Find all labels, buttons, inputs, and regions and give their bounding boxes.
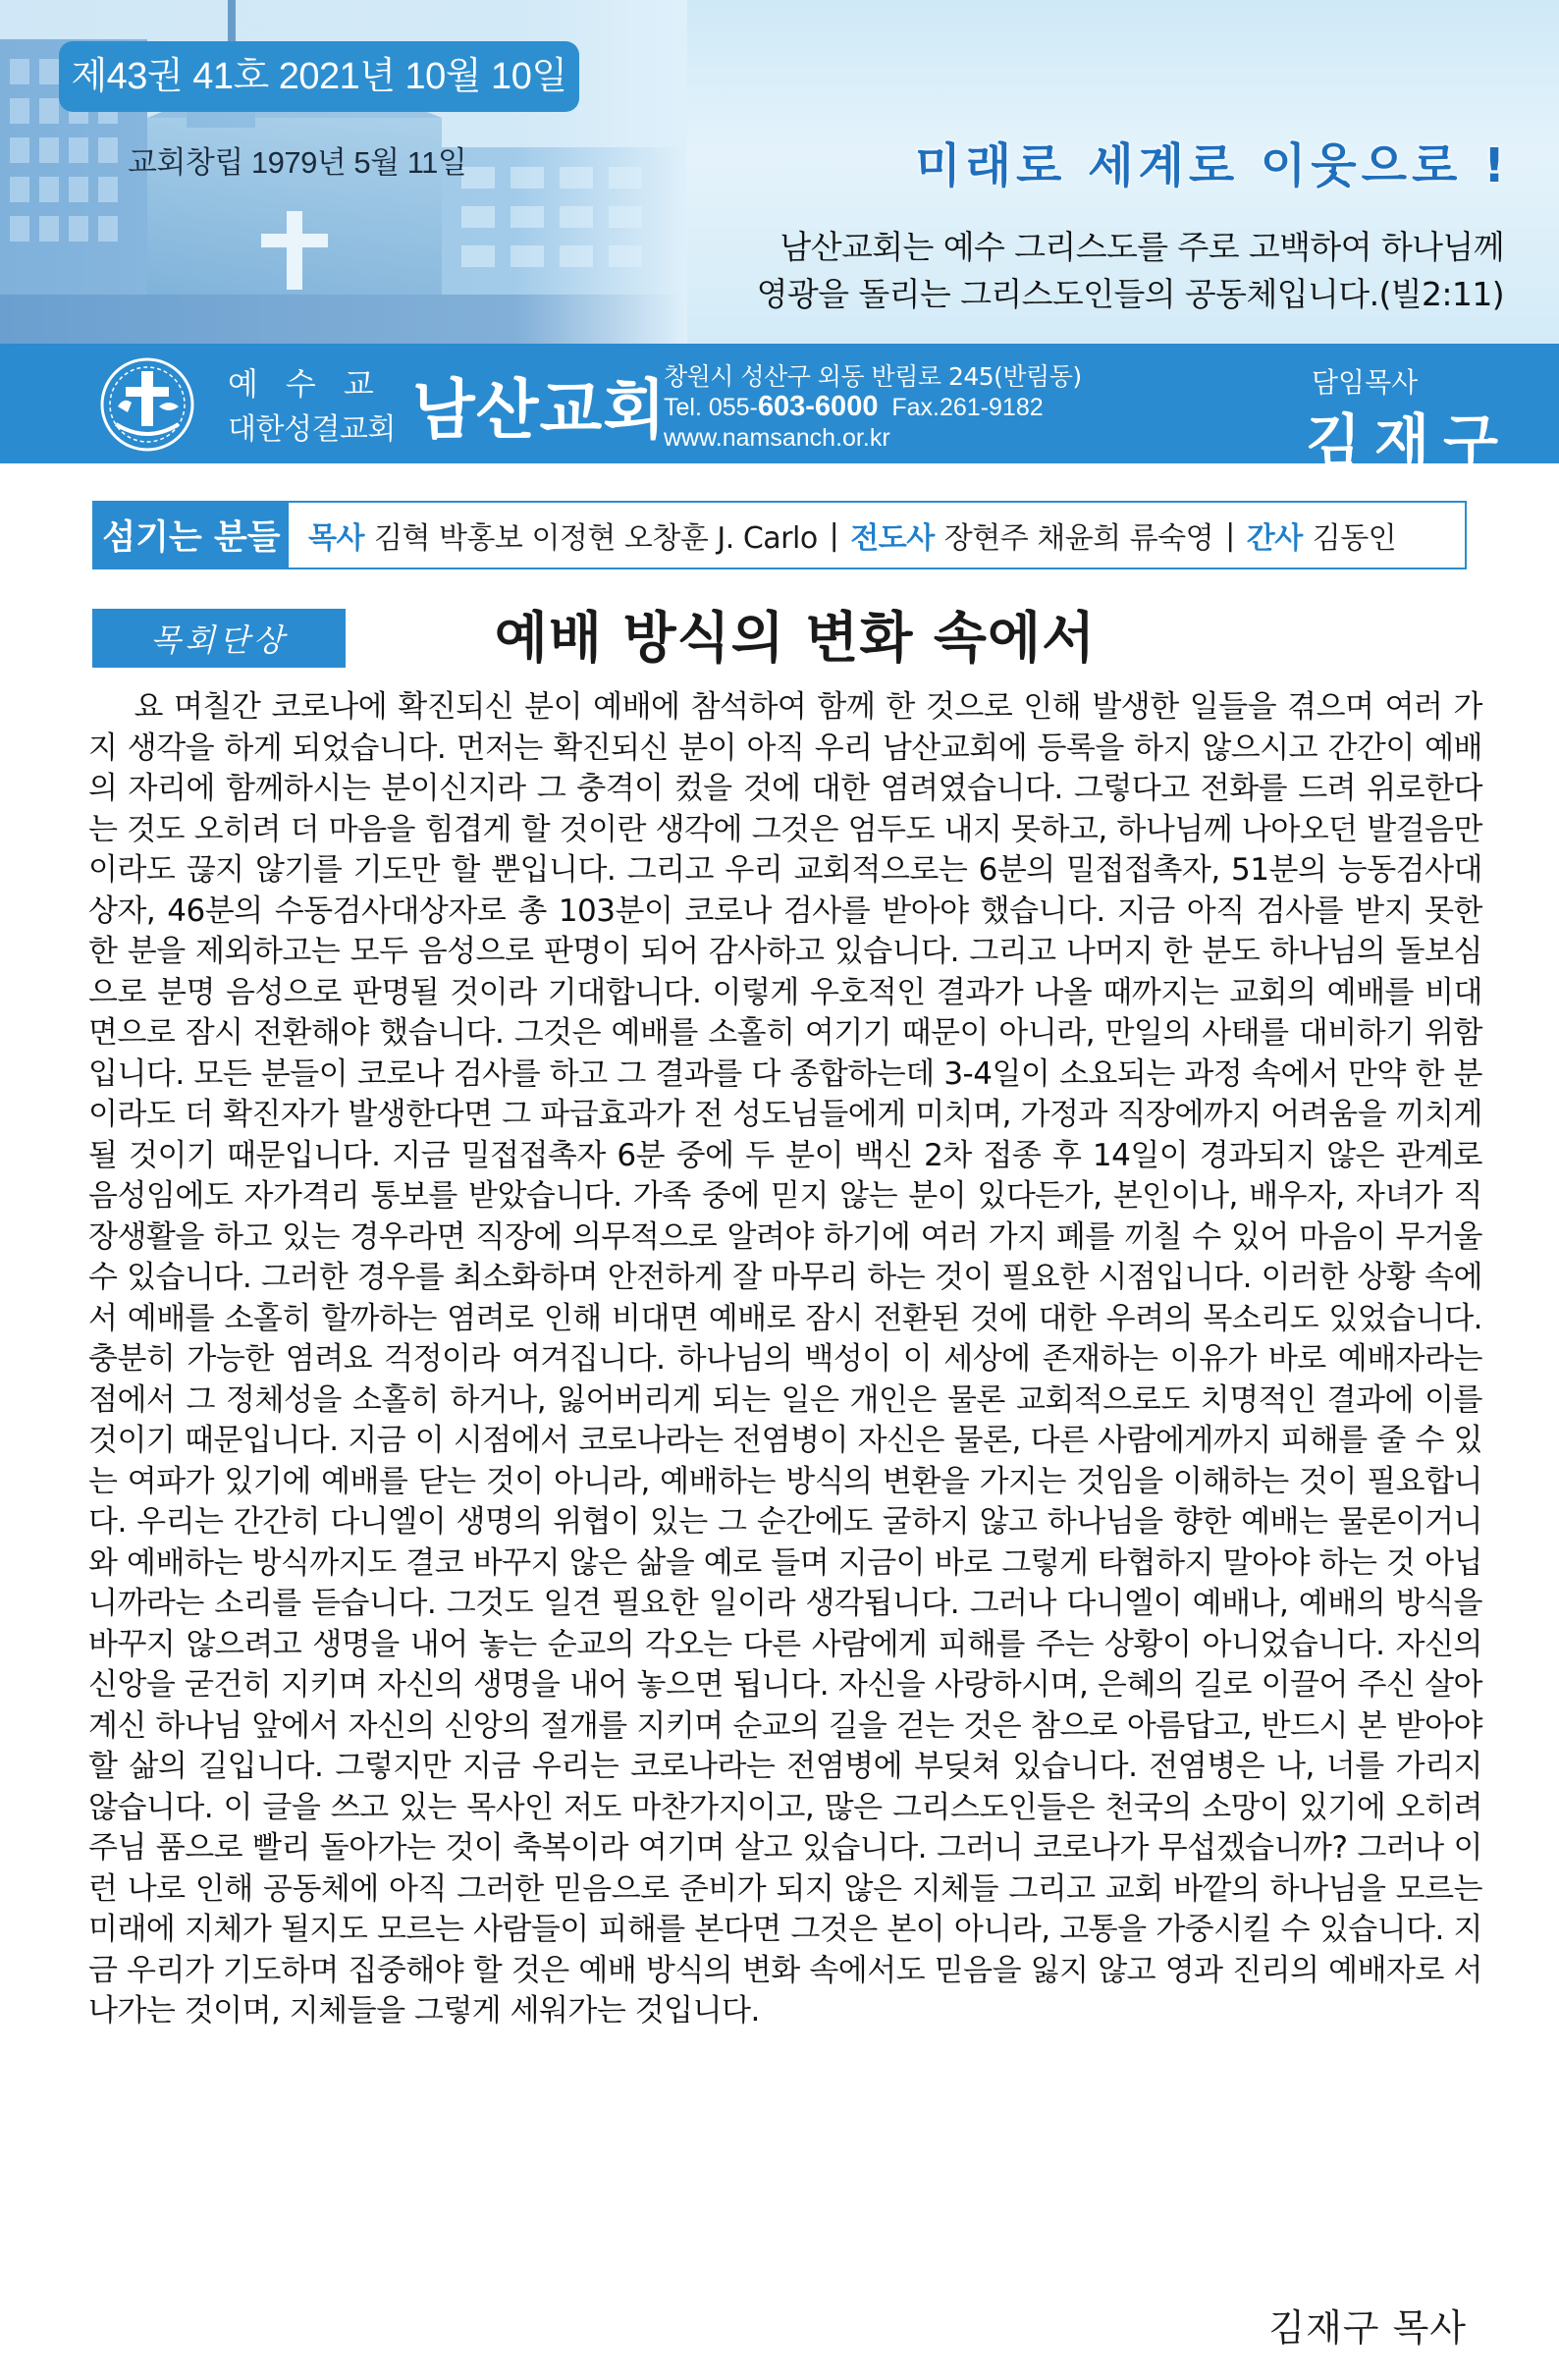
staff-list — [92, 501, 1467, 569]
tel-prefix: Tel. 055- — [664, 394, 758, 421]
article-signature: 김재구 목사 — [1268, 2306, 1467, 2350]
issue-badge: 제43권 41호 2021년 10월 10일 — [59, 41, 579, 112]
motto: 미래로 세계로 이웃으로 ! — [915, 138, 1510, 193]
top-banner — [0, 0, 1559, 344]
pastor-title: 담임목사 — [1312, 366, 1419, 399]
mission-line-1: 남산교회는 예수 그리스도를 주로 고백하여 하나님께 — [780, 228, 1504, 266]
pastors-names: 김혁 박홍보 이정현 오창훈 J. Carlo — [373, 521, 818, 556]
founding-date: 교회창립 1979년 5월 11일 — [128, 145, 467, 180]
pastor-name: 김재구 — [1306, 407, 1513, 474]
staff-label: 섬기는 분들 — [94, 503, 289, 568]
secretary-name: 김동인 — [1312, 521, 1397, 556]
website-link[interactable]: www.namsanch.or.kr — [664, 424, 890, 452]
denomination-full: 대한성결교회 — [228, 412, 396, 447]
staff-separator: | — [829, 517, 839, 553]
pastors-role: 목사 — [308, 521, 364, 556]
denomination-short: 예수교 — [228, 365, 402, 403]
tel-main-number: 603-6000 — [757, 391, 879, 422]
secretary-role: 간사 — [1246, 521, 1303, 556]
column-tag: 목회단상 — [92, 609, 346, 668]
mission-statement — [660, 224, 1504, 318]
article-body: 요 며칠간 코로나에 확진되신 분이 예배에 참석하여 함께 한 것으로 인해 발생한 일들을 겪으며 여러 가지 생각을 하게 되었습니다. 먼저는 확진되신 분이 아직 우리 남산교회에 등록을 하지 않으시고 간간이 예배의 자리에 함께하시는 분이신지라 그 충격이 컸을 것에 대한 염려였습니다. 그렇다고 전화를 드려 위로한다는 것도 오히려 더 마음을 힘겹게 할 것이란 생각에 그것은 엄두도 내지 못하고, 하나님께 나아오던 발걸음만이라도 끊지 않기를 기도만 할 뿐입니다. 그리고 우리 교회적으로는 6분의 밀접접촉자, 51분의 능동검사대상자, 46분의 수동검사대상자로 총 103분이 코로나 검사를 받아야 했습니다. 지금 아직 검사를 받지 못한 한 분을 제외하고는 모두 음성으로 판명이 되어 감사하고 있습니다. 그리고 나머지 한 분도 하나님의 돌보심으로 분명 음성으로 판명될 것이라 기대합니다. 이렇게 우호적인 결과가 나올 때까지는 교회의 예배를 비대면으로 잠시 전환해야 했습니다. 그것은 예배를 소홀히 여기기 때문이 아니라, 만일의 사태를 대비하기 위함입니다. 모든 분들이 코로나 검사를 하고 그 결과를 다 종합하는데 3-4일이 소요되는 과정 속에서 만약 한 분이라도 더 확진자가 발생한다면 그 파급효과가 전 성도님들에게 미치며, 가정과 직장에까지 어려움을 끼치게 될 것이기 때문입니다. 지금 밀접접촉자 6분 중에 두 분이 백신 2차 접종 후 14일이 경과되지 않은 관계로 음성임에도 자가격리 통보를 받았습니다. 가족 중에 믿지 않는 분이 있다든가, 본인이나, 배우자, 자녀가 직장생활을 하고 있는 경우라면 직장에 의무적으로 알려야 하기에 여러 가지 폐를 끼칠 수 있어 마음이 무거울 수 있습니다. 그러한 경우를 최소화하며 안전하게 잘 마무리 하는 것이 필요한 시점입니다. 이러한 상황 속에서 예배를 소홀히 할까하는 염려로 인해 비대면 예배로 잠시 전환된 것에 대한 우려의 목소리도 있었습니다. 충분히 가능한 염려요 걱정이라 여겨집니다. 하나님의 백성이 이 세상에 존재하는 이유가 바로 예배자라는 점에서 그 정체성을 소홀히 하거나, 잃어버리게 되는 일은 개인은 물론 교회적으로도 치명적인 결과에 이를 것이기 때문입니다. 지금 이 시점에서 코로나라는 전염병이 자신은 물론, 다른 사람에게까지 피해를 줄 수 있는 여파가 있기에 예배를 닫는 것이 아니라, 예배하는 방식의 변환을 가지는 것임을 이해하는 것이 필요합니다. 우리는 간간히 다니엘이 생명의 위협이 있는 그 순간에도 굴하지 않고 하나님을 향한 예배는 물론이거니와 예배하는 방식까지도 결코 바꾸지 않은 삶을 예로 들며 지금이 바로 그렇게 타협하지 말아야 하는 것 아닙니까라는 소리를 듣습니다. 그것도 일견 필요한 일이라 생각됩니다. 그러나 다니엘이 예배나, 예배의 방식을 바꾸지 않으려고 생명을 내어 놓는 순교의 각오는 다른 사람에게 피해를 주는 상황이 아니었습니다. 자신의 신앙을 굳건히 지키며 자신의 생명을 내어 놓으면 됩니다. 자신을 사랑하시며, 은혜의 길로 이끌어 주신 살아계신 하나님 앞에서 자신의 신앙의 절개를 지키며 순교의 길을 걷는 것은 참으로 아름답고, 반드시 본 받아야 할 삶의 길입니다. 그렇지만 지금 우리는 코로나라는 전염병에 부딪쳐 있습니다. 전염병은 나, 너를 가리지 않습니다. 이 글을 쓰고 있는 목사인 저도 마찬가지이고, 많은 그리스도인들은 천국의 소망이 있기에 오히려 주님 품으로 빨리 돌아가는 것이 축복이라 여기며 살고 있습니다. 그러니 코로나가 무섭겠습니까? 그러나 이런 나로 인해 공동체에 아직 그러한 믿음으로 준비가 되지 않은 지체들 그리고 교회 바깥의 하나님을 모르는 미래에 지체가 될지도 모르는 사람들이 피해를 본다면 그것은 본이 아니라, 고통을 가중시킬 수 있습니다. 지금 우리가 기도하며 집중해야 할 것은 예배 방식의 변화 속에서도 믿음을 잃지 않고 영과 진리의 예배자로 서 나가는 것이며, 지체들을 그렇게 세워가는 것입니다. — [88, 689, 1482, 2028]
mission-line-2: 영광을 돌리는 그리스도인들의 공동체입니다.(빌2:11) — [756, 275, 1504, 313]
staff-separator: | — [1225, 517, 1235, 553]
church-name: 남산교회 — [412, 371, 668, 448]
fax-number: Fax.261-9182 — [891, 394, 1044, 421]
evangelists-names: 장현주 채윤희 류숙영 — [943, 521, 1214, 556]
contact-phone — [664, 391, 1044, 423]
church-logo-icon — [98, 355, 196, 454]
article-title: 예배 방식의 변화 속에서 — [494, 607, 1097, 671]
evangelists-role: 전도사 — [850, 521, 935, 556]
church-address: 창원시 성산구 외동 반림로 245(반림동) — [664, 362, 1082, 391]
staff-names — [289, 503, 1465, 568]
church-info-bar — [0, 344, 1559, 474]
